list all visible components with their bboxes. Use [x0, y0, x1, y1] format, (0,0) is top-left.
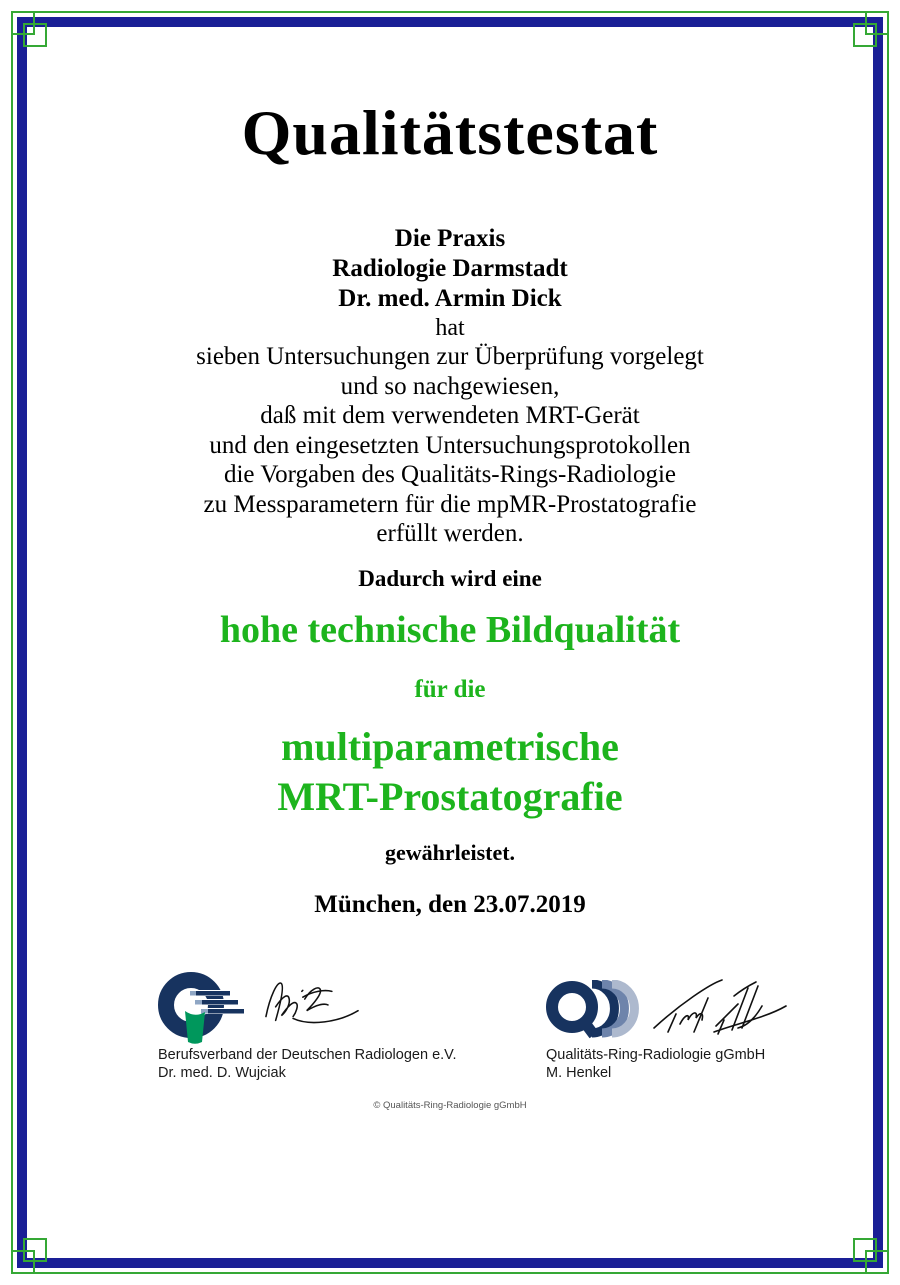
qrr-logo	[546, 980, 642, 1042]
corner-ornament	[853, 1238, 877, 1262]
corner-ornament	[23, 1238, 47, 1262]
recipient-doctor: Dr. med. Armin Dick	[338, 285, 562, 312]
recipient-block	[0, 224, 900, 342]
lead-in-text: Dadurch wird eine	[358, 566, 542, 591]
statement-paragraph	[0, 342, 900, 549]
connector-text: für die	[414, 676, 486, 703]
signatory-right-organization: Qualitäts-Ring-Radiologie gGmbH	[546, 1047, 766, 1063]
statement-line: sieben Untersuchungen zur Überprüfung vorgelegt	[196, 343, 704, 370]
certificate-title: Qualitätstestat	[241, 97, 659, 168]
place-date: München, den 23.07.2019	[314, 891, 586, 918]
corner-ornament	[853, 23, 877, 47]
highlight-subject-line2: MRT-Prostatografie	[277, 774, 623, 819]
signatory-left-name: Dr. med. D. Wujciak	[158, 1065, 286, 1081]
recipient-practice: Radiologie Darmstadt	[332, 255, 568, 282]
closing-text: gewährleistet.	[384, 840, 516, 865]
highlight-quality: hohe technische Bildqualität	[219, 609, 681, 651]
bdr-logo	[158, 972, 248, 1046]
recipient-verb: hat	[435, 315, 465, 341]
copyright-line: © Qualitäts-Ring-Radiologie gGmbH	[373, 1100, 527, 1111]
statement-line: daß mit dem verwendeten MRT-Gerät	[260, 402, 640, 429]
signatory-left-organization: Berufsverband der Deutschen Radiologen e.V.	[158, 1047, 457, 1063]
highlight-subject-line1: multiparametrische	[281, 724, 619, 769]
signatory-right-name: M. Henkel	[546, 1065, 612, 1081]
recipient-intro: Die Praxis	[394, 225, 506, 252]
statement-line: erfüllt werden.	[376, 520, 524, 547]
statement-line: zu Messparametern für die mpMR-Prostatografie	[203, 490, 697, 518]
signature-wujciak	[256, 970, 368, 1034]
statement-line: und so nachgewiesen,	[340, 372, 560, 400]
highlight-subject	[0, 722, 900, 822]
signature-henkel	[650, 976, 790, 1038]
statement-line: und den eingesetzten Untersuchungsprotokollen	[209, 431, 691, 459]
corner-ornament	[23, 23, 47, 47]
statement-line: die Vorgaben des Qualitäts-Rings-Radiologie	[223, 461, 677, 488]
